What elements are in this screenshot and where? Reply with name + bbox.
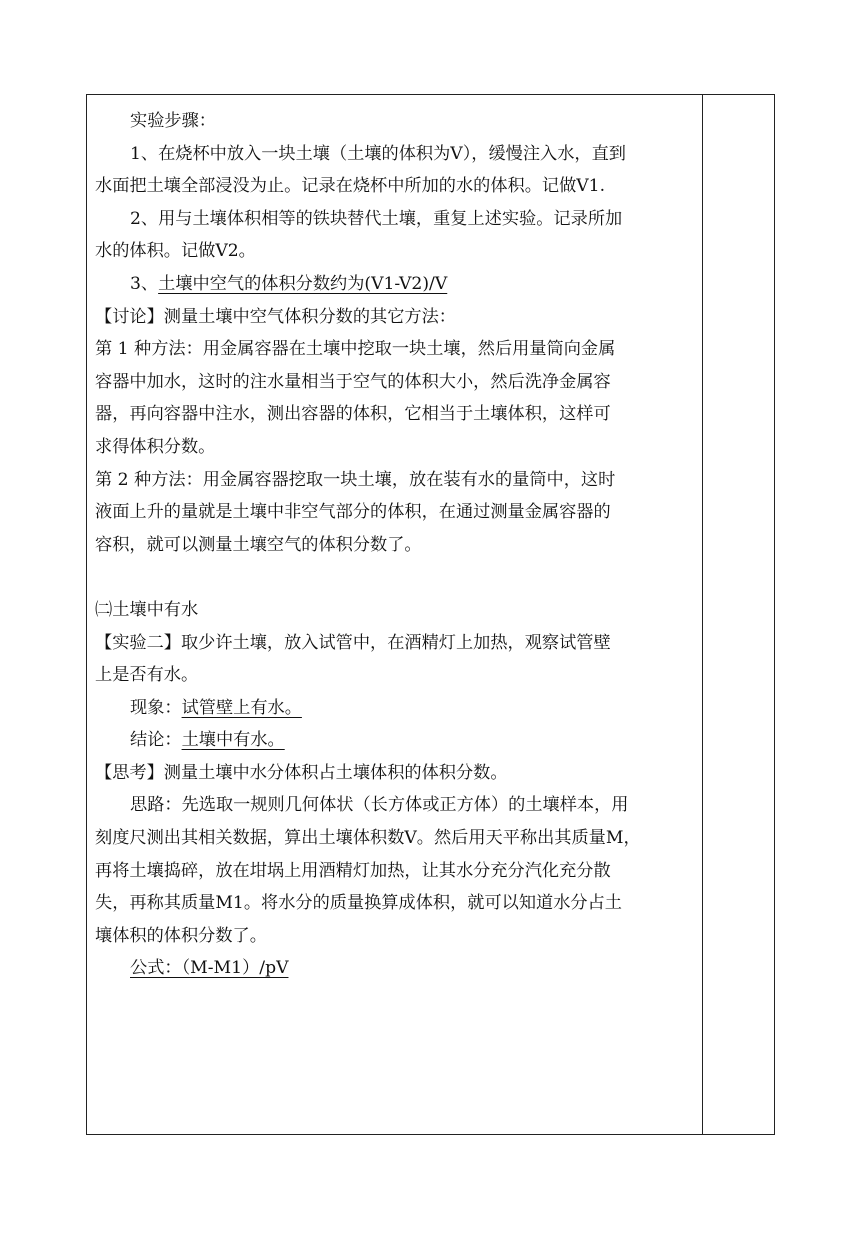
phenomenon-answer: 试管壁上有水。 xyxy=(181,697,302,718)
conclusion-line xyxy=(95,724,694,757)
discussion-heading: 【讨论】测量土壤中空气体积分数的其它方法： xyxy=(95,306,456,327)
step-3-line xyxy=(95,268,694,301)
step-2-line-1: 2、用与土壤体积相等的铁块替代土壤，重复上述实验。记录所加 xyxy=(130,208,623,229)
step-1-line-2: 水面把土壤全部浸没为止。记录在烧杯中所加的水的体积。记做V1. xyxy=(95,176,606,197)
step-2-line-2: 水的体积。记做V2。 xyxy=(95,241,256,262)
method-1-line-3: 器，再向容器中注水，测出容器的体积，它相当于土壤体积，这样可 xyxy=(95,404,611,425)
method-2-line-2: 液面上升的量就是土壤中非空气部分的体积，在通过测量金属容器的 xyxy=(95,502,611,523)
phenomenon-line xyxy=(95,692,694,725)
phenomenon-label: 现象： xyxy=(130,697,182,718)
step-3-answer: 土壤中空气的体积分数约为(V1-V2)/V xyxy=(158,273,448,294)
idea-line-4: 失，再称其质量M1。将水分的质量换算成体积，就可以知道水分占土 xyxy=(95,893,622,914)
step-3-prefix: 3、 xyxy=(130,273,159,294)
formula-line xyxy=(95,952,694,985)
idea-line-2: 刻度尺测出其相关数据，算出土壤体积数V。然后用天平称出其质量M， xyxy=(95,828,641,849)
main-content-cell xyxy=(87,95,702,1134)
method-2-line-3: 容积，就可以测量土壤空气的体积分数了。 xyxy=(95,534,422,555)
idea-line-5: 壤体积的体积分数了。 xyxy=(95,925,267,946)
formula: 公式：（M-M1）/pV xyxy=(130,958,289,979)
conclusion-label: 结论： xyxy=(130,730,182,751)
section-water-heading: ㈡土壤中有水 xyxy=(95,599,199,620)
method-1-line-4: 求得体积分数。 xyxy=(95,436,216,457)
idea-line-1: 思路：先选取一规则几何体状（长方体或正方体）的土壤样本，用 xyxy=(130,795,629,816)
method-2-line-1: 第 2 种方法：用金属容器挖取一块土壤，放在装有水的量筒中，这时 xyxy=(95,469,616,490)
content-table xyxy=(86,94,775,1135)
steps-heading: 实验步骤： xyxy=(130,111,216,131)
method-1-line-1: 第 1 种方法：用金属容器在土壤中挖取一块土壤，然后用量筒向金属 xyxy=(95,339,616,360)
think-heading: 【思考】测量土壤中水分体积占土壤体积的体积分数。 xyxy=(95,762,508,783)
method-1-line-2: 容器中加水，这时的注水量相当于空气的体积大小，然后洗净金属容 xyxy=(95,371,611,392)
blank-line xyxy=(95,561,694,594)
idea-line-3: 再将土壤捣碎，放在坩埚上用酒精灯加热，让其水分充分汽化充分散 xyxy=(95,860,611,881)
experiment-2-line-2: 上是否有水。 xyxy=(95,665,199,686)
conclusion-answer: 土壤中有水。 xyxy=(181,730,285,751)
step-1-line-1: 1、在烧杯中放入一块土壤（土壤的体积为V），缓慢注入水，直到 xyxy=(130,143,627,164)
side-notes-cell xyxy=(703,95,774,1134)
experiment-2-line-1: 【实验二】取少许土壤，放入试管中，在酒精灯上加热，观察试管壁 xyxy=(95,632,611,653)
